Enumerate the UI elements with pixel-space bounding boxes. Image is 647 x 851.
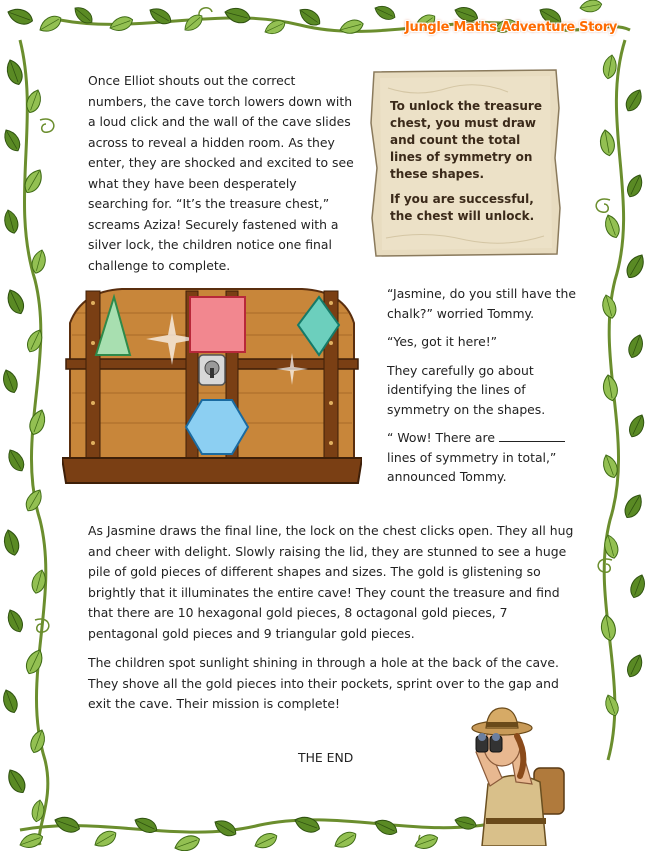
story-body — [88, 521, 574, 724]
dialog-line-1: “Jasmine, do you still have the chalk?” worried Tommy. — [387, 286, 576, 321]
dialog-column — [387, 284, 579, 496]
intro-paragraph: Once Elliot shouts out the correct numbers, the cave torch lowers down with a loud click and the wall of the cave slides across to reveal a hidden room. As they enter, they are shocked and excited to see what they have been desperately searching for. “It’s the treasure chest,” screams Aziza! Securely fastened with a silver lock, the children notice one final challenge to complete. — [88, 73, 354, 273]
body-paragraph-1: As Jasmine draws the final line, the lock on the chest clicks open. They all hug and cheer with delight. Slowly raising the lid, they are stunned to see a huge pile of gold pieces of different shapes and sizes. The gold is glistening so brightly that it illuminates the entire cave! They count the treasure and find that there are 10 hexagonal gold pieces, 8 octagonal gold pieces, 7 pentagonal gold pieces and 9 triangular gold pieces. — [88, 523, 574, 641]
scroll-condition: If you are successful, the chest will unlock. — [390, 192, 535, 223]
dialog-line-2: “Yes, got it here!” — [387, 334, 498, 349]
explorer-with-binoculars — [462, 706, 577, 846]
answer-blank[interactable] — [499, 429, 565, 442]
parchment-scroll — [368, 68, 563, 258]
scroll-text — [390, 98, 545, 233]
dialog-line-4-start: “ Wow! There are — [387, 430, 495, 445]
treasure-chest — [62, 283, 362, 493]
the-end-text: THE END — [298, 750, 354, 765]
dialog-line-4-end: lines of symmetry in total,” announced Tommy. — [387, 449, 557, 484]
padlock-icon — [199, 355, 225, 385]
scroll-instruction: To unlock the treasure chest, you must draw and count the total lines of symmetry on these shapes. — [390, 99, 542, 181]
body-paragraph-2: The children spot sunlight shining in through a hole at the back of the cave. They shove all the gold pieces into their pockets, sprint over to the gap and exit the cave. Their mission is complete! — [88, 655, 559, 711]
story-title: Jungle Maths Adventure Story — [404, 20, 617, 35]
dialog-line-4 — [387, 428, 579, 487]
square-shape — [190, 297, 245, 352]
dialog-line-3: They carefully go about identifying the lines of symmetry on the shapes. — [387, 362, 546, 417]
